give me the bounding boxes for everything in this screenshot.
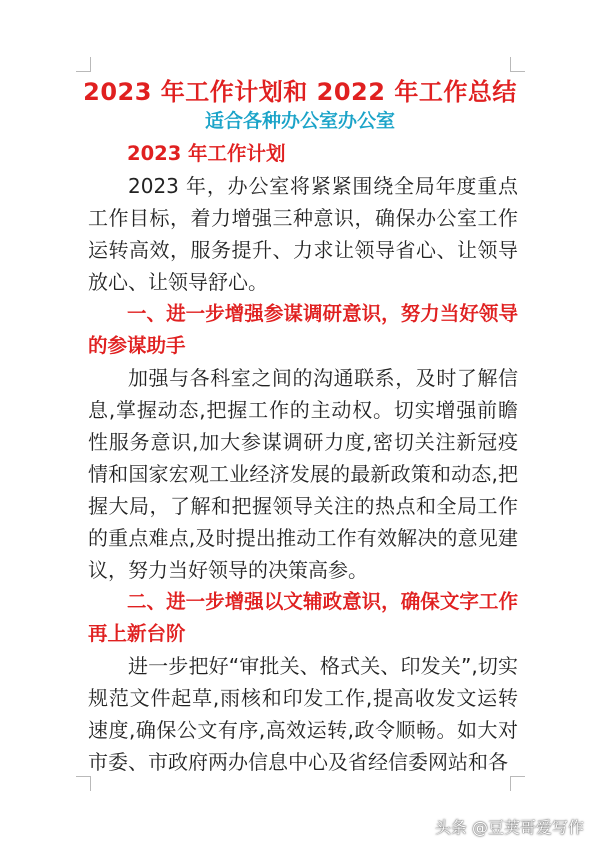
crop-mark-bottom-right	[510, 776, 525, 791]
heading-2: 二、进一步增强以文辅政意识，确保文字工作再上新台阶	[88, 590, 518, 645]
crop-mark-bottom-left	[76, 776, 91, 791]
crop-mark-top-left	[76, 57, 91, 72]
document-body	[88, 138, 518, 778]
crop-mark-top-right	[510, 57, 525, 72]
document-subtitle: 适合各种办公室办公室	[204, 110, 395, 132]
paragraph-2: 进一步把好“审批关、格式关、印发关”,切实规范文件起草,雨核和印发工作,提高收发文运转速度,确保公文有序,高效运转,政令顺畅。如大对市委、市政府两办信息中心及省经信委网站和各	[88, 654, 518, 774]
watermark-text: 头条 @豆荚哥爱写作	[434, 818, 584, 837]
intro-paragraph: 2023 年，办公室将紧紧围绕全局年度重点工作目标，着力增强三种意识，确保办公室工作运转高效，服务提升、力求让领导省心、让领导放心、让领导舒心。	[88, 174, 518, 294]
document-title: 2023 年工作计划和 2022 年工作总结	[83, 78, 517, 106]
heading-1: 一、进一步增强参谋调研意识，努力当好领导的参谋助手	[88, 302, 518, 357]
section-heading: 2023 年工作计划	[127, 142, 286, 165]
paragraph-1: 加强与各科室之间的沟通联系，及时了解信息,掌握动态,把握工作的主动权。切实增强前瞻性服务意识,加大参谋调研力度,密切关注新冠疫情和国家宏观工业经济发展的最新政策和动态,把握大局，了解和把握领导关注的热点和全局工作的重点难点,及时提出推动工作有效解决的意见建议，努力当好领导的决策高参。	[88, 366, 518, 582]
